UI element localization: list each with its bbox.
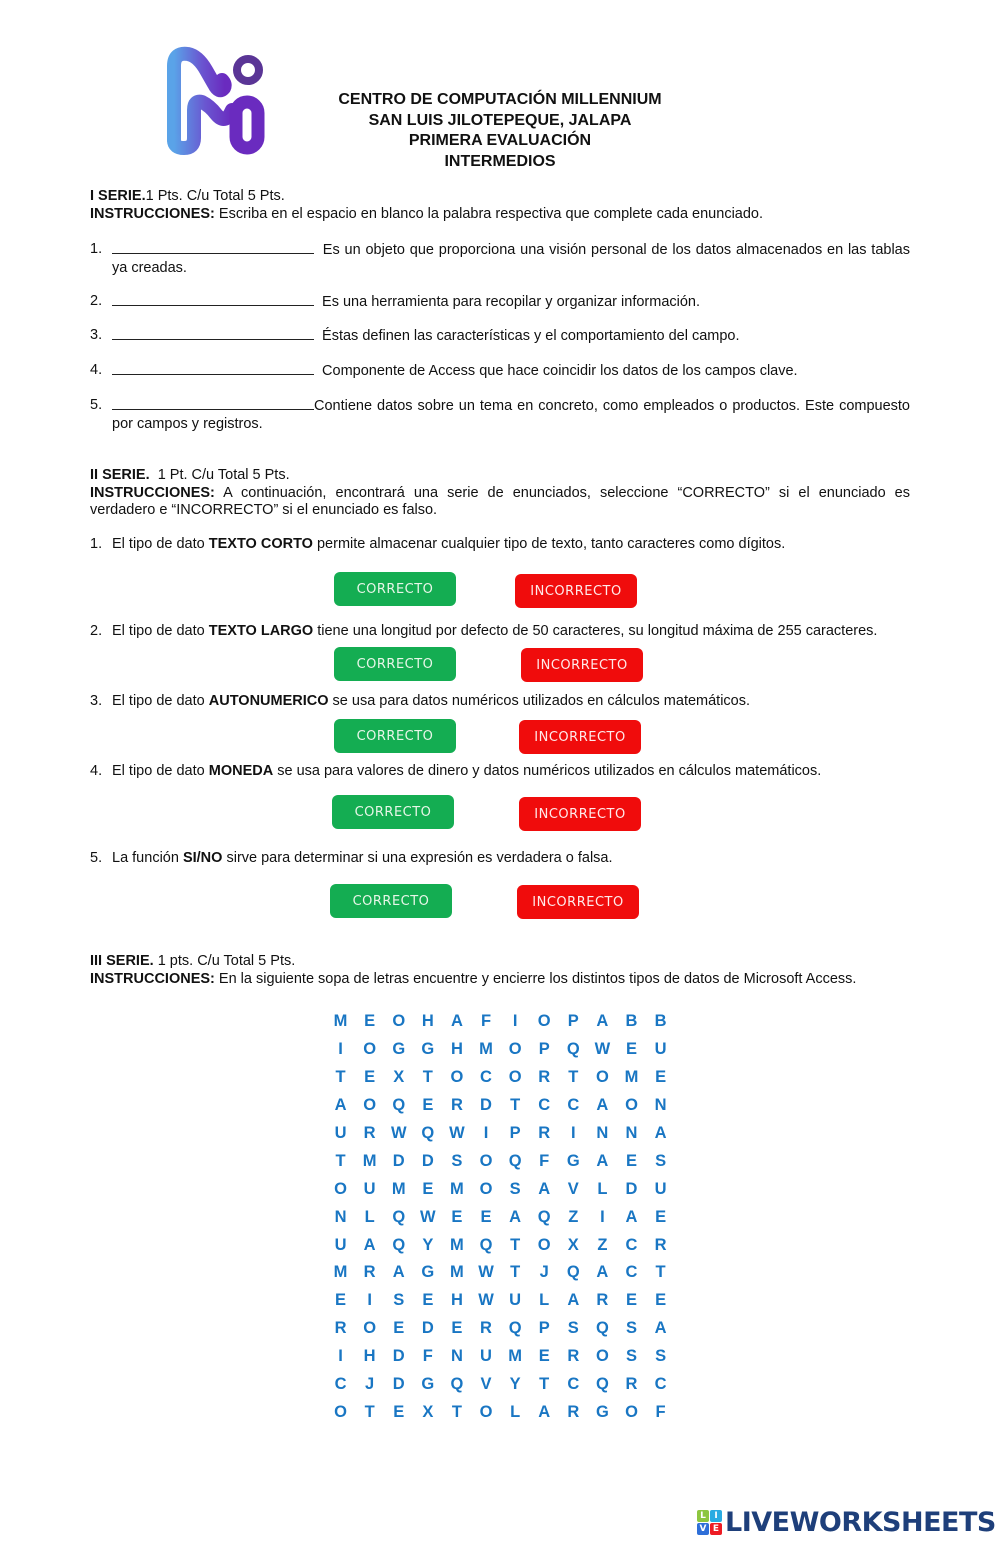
grid-letter[interactable]: O bbox=[363, 1096, 377, 1115]
grid-letter[interactable]: O bbox=[363, 1040, 377, 1059]
grid-letter[interactable]: Z bbox=[568, 1207, 579, 1226]
grid-letter[interactable]: Q bbox=[566, 1040, 580, 1059]
item-text: Éstas definen las características y el comportamiento del campo. bbox=[318, 328, 740, 344]
grid-letter[interactable]: A bbox=[596, 1263, 609, 1282]
grid-letter[interactable]: S bbox=[625, 1347, 637, 1366]
grid-letter[interactable]: E bbox=[451, 1319, 463, 1338]
grid-letter[interactable]: I bbox=[512, 1012, 518, 1031]
button-label: CORRECTO bbox=[356, 581, 434, 597]
grid-letter[interactable]: G bbox=[421, 1040, 435, 1059]
live-badge-icon bbox=[697, 1510, 722, 1535]
serie3-points: 1 pts. C/u Total 5 Pts. bbox=[153, 953, 296, 969]
grid-letter[interactable]: D bbox=[625, 1179, 638, 1198]
serie2-item-3 bbox=[90, 693, 910, 711]
grid-letter[interactable]: R bbox=[538, 1124, 551, 1142]
grid-letter[interactable]: E bbox=[625, 1151, 637, 1170]
grid-letter[interactable]: Q bbox=[392, 1207, 406, 1226]
item-text-bold: AUTONUMERICO bbox=[208, 693, 329, 709]
grid-letter[interactable]: U bbox=[363, 1179, 376, 1198]
grid-letter[interactable]: E bbox=[364, 1012, 376, 1031]
grid-letter[interactable]: D bbox=[421, 1151, 434, 1170]
grid-letter[interactable]: O bbox=[508, 1068, 522, 1087]
grid-letter[interactable]: I bbox=[367, 1291, 372, 1310]
serie1-item-1 bbox=[90, 241, 910, 277]
grid-letter[interactable]: O bbox=[450, 1068, 464, 1087]
header-line-location: SAN LUIS JILOTEPEQUE, JALAPA bbox=[368, 111, 632, 129]
grid-row bbox=[326, 1371, 676, 1399]
item-text-pre: El tipo de dato bbox=[112, 763, 209, 779]
grid-letter[interactable]: L bbox=[364, 1207, 375, 1226]
grid-row bbox=[326, 1036, 676, 1064]
grid-letter[interactable]: P bbox=[509, 1124, 521, 1142]
serie1-item-3 bbox=[90, 327, 910, 346]
grid-letter[interactable]: B bbox=[625, 1012, 638, 1031]
grid-letter[interactable]: O bbox=[595, 1347, 609, 1366]
serie3-header bbox=[90, 953, 910, 988]
grid-letter[interactable]: O bbox=[479, 1179, 493, 1198]
grid-letter[interactable]: S bbox=[655, 1151, 667, 1170]
grid-letter[interactable]: V bbox=[480, 1375, 492, 1394]
grid-letter[interactable]: A bbox=[392, 1263, 405, 1282]
grid-letter[interactable]: A bbox=[654, 1124, 667, 1142]
serie2-instr-text: A continuación, encontrará una serie de enunciados, seleccione “CORRECTO” si el enunciado es verdadero e “INCORRECTO” si el enunciado es falso. bbox=[90, 484, 910, 518]
serie2-item-2 bbox=[90, 623, 910, 641]
grid-letter[interactable]: O bbox=[537, 1235, 551, 1254]
grid-letter[interactable]: U bbox=[334, 1235, 347, 1254]
grid-letter[interactable]: J bbox=[539, 1263, 549, 1282]
grid-letter[interactable]: U bbox=[509, 1291, 522, 1310]
grid-letter[interactable]: O bbox=[334, 1402, 347, 1421]
grid-letter[interactable]: U bbox=[654, 1040, 667, 1059]
grid-letter[interactable]: F bbox=[539, 1151, 550, 1170]
grid-letter[interactable]: E bbox=[625, 1040, 637, 1059]
grid-letter[interactable]: R bbox=[450, 1096, 463, 1115]
grid-letter[interactable]: D bbox=[392, 1347, 405, 1366]
grid-row bbox=[326, 1175, 676, 1203]
grid-letter[interactable]: F bbox=[480, 1012, 492, 1031]
grid-letter[interactable]: A bbox=[450, 1012, 463, 1031]
grid-letter[interactable]: I bbox=[571, 1124, 576, 1142]
grid-letter[interactable]: H bbox=[421, 1012, 434, 1031]
item-number: 2. bbox=[90, 623, 103, 639]
grid-letter[interactable]: S bbox=[625, 1319, 637, 1338]
correct-button-2[interactable] bbox=[334, 647, 456, 681]
grid-letter[interactable]: R bbox=[654, 1235, 667, 1254]
grid-letter[interactable]: E bbox=[451, 1207, 463, 1226]
grid-letter[interactable]: M bbox=[624, 1068, 639, 1087]
grid-letter[interactable]: E bbox=[655, 1291, 667, 1310]
button-label: INCORRECTO bbox=[530, 583, 622, 599]
button-label: INCORRECTO bbox=[536, 657, 628, 673]
serie1-header bbox=[90, 188, 910, 223]
button-label: INCORRECTO bbox=[532, 894, 624, 910]
grid-letter[interactable]: Q bbox=[392, 1096, 406, 1115]
item-number: 1. bbox=[90, 241, 103, 257]
grid-letter[interactable]: I bbox=[483, 1124, 489, 1142]
badge-letter: E bbox=[710, 1523, 722, 1535]
item-text-post: permite almacenar cualquier tipo de texto, tanto caracteres como dígitos. bbox=[312, 536, 786, 552]
grid-letter[interactable]: A bbox=[596, 1096, 609, 1115]
item-text-post: sirve para determinar si una expresión es verdadera o falsa. bbox=[222, 850, 613, 866]
grid-letter[interactable]: O bbox=[392, 1012, 406, 1031]
button-label: INCORRECTO bbox=[534, 806, 626, 822]
grid-letter[interactable]: A bbox=[509, 1207, 522, 1226]
serie1-title: I SERIE. bbox=[90, 188, 146, 204]
answer-blank-1[interactable] bbox=[112, 241, 314, 254]
grid-letter[interactable]: E bbox=[335, 1291, 347, 1310]
grid-letter[interactable]: Y bbox=[509, 1375, 521, 1394]
grid-letter[interactable]: D bbox=[392, 1375, 405, 1394]
button-label: CORRECTO bbox=[354, 804, 432, 820]
grid-letter[interactable]: T bbox=[539, 1375, 550, 1394]
grid-row bbox=[326, 1092, 676, 1120]
header-line-school: CENTRO DE COMPUTACIÓN MILLENNIUM bbox=[338, 91, 662, 108]
grid-letter[interactable]: T bbox=[451, 1402, 462, 1421]
grid-letter[interactable]: Q bbox=[595, 1375, 609, 1394]
serie1-item-5 bbox=[90, 397, 910, 433]
grid-row bbox=[326, 1008, 676, 1036]
grid-letter[interactable]: A bbox=[334, 1096, 347, 1115]
grid-letter[interactable]: E bbox=[393, 1402, 405, 1421]
grid-row bbox=[326, 1398, 676, 1426]
grid-letter[interactable]: C bbox=[625, 1235, 638, 1254]
grid-letter[interactable]: Z bbox=[597, 1235, 608, 1254]
grid-letter[interactable]: U bbox=[334, 1124, 347, 1142]
correct-button-1[interactable] bbox=[334, 572, 456, 606]
item-text: Es un objeto que proporciona una visión personal de los datos almacenados en las tablas ya creadas. bbox=[112, 242, 910, 276]
grid-letter[interactable]: S bbox=[393, 1291, 405, 1310]
grid-letter[interactable]: A bbox=[363, 1235, 376, 1254]
grid-letter[interactable]: N bbox=[654, 1096, 667, 1115]
serie1-instr-label: INSTRUCCIONES: bbox=[90, 205, 215, 222]
grid-letter[interactable]: T bbox=[364, 1402, 375, 1421]
grid-row bbox=[326, 1231, 676, 1259]
item-text-bold: TEXTO CORTO bbox=[208, 536, 313, 552]
item-text: Componente de Access que hace coincidir los datos de los campos clave. bbox=[318, 363, 798, 379]
grid-letter[interactable]: T bbox=[510, 1096, 521, 1115]
grid-letter[interactable]: Q bbox=[421, 1124, 435, 1142]
incorrect-button-4[interactable] bbox=[519, 797, 641, 831]
grid-row bbox=[326, 1203, 676, 1231]
grid-letter[interactable]: U bbox=[480, 1347, 492, 1366]
incorrect-button-1[interactable] bbox=[515, 574, 637, 608]
grid-letter[interactable]: M bbox=[450, 1263, 464, 1282]
serie1-item-4 bbox=[90, 362, 910, 381]
item-number: 3. bbox=[90, 327, 103, 343]
grid-letter[interactable]: E bbox=[655, 1207, 667, 1226]
grid-letter[interactable]: M bbox=[333, 1012, 348, 1031]
item-number: 5. bbox=[90, 397, 103, 413]
grid-letter[interactable]: A bbox=[625, 1207, 638, 1226]
grid-letter[interactable]: C bbox=[480, 1068, 492, 1087]
correct-button-5[interactable] bbox=[330, 884, 452, 918]
incorrect-button-5[interactable] bbox=[517, 885, 639, 919]
grid-row bbox=[326, 1287, 676, 1315]
grid-letter[interactable]: D bbox=[421, 1319, 434, 1338]
grid-letter[interactable]: W bbox=[420, 1207, 436, 1226]
grid-letter[interactable]: N bbox=[450, 1347, 463, 1366]
header-line-level: INTERMEDIOS bbox=[444, 152, 556, 170]
grid-letter[interactable]: T bbox=[510, 1235, 521, 1254]
grid-letter[interactable]: R bbox=[596, 1291, 609, 1310]
grid-letter[interactable]: C bbox=[654, 1375, 667, 1394]
incorrect-button-3[interactable] bbox=[519, 720, 641, 754]
grid-letter[interactable]: L bbox=[597, 1179, 608, 1198]
grid-letter[interactable]: R bbox=[538, 1068, 551, 1087]
grid-letter[interactable]: A bbox=[538, 1402, 551, 1421]
grid-row bbox=[326, 1315, 676, 1343]
grid-letter[interactable]: H bbox=[450, 1040, 463, 1059]
grid-letter[interactable]: T bbox=[335, 1151, 346, 1170]
grid-letter[interactable]: W bbox=[478, 1291, 494, 1310]
badge-letter: L bbox=[697, 1510, 709, 1522]
grid-letter[interactable]: A bbox=[538, 1179, 551, 1198]
grid-letter[interactable]: I bbox=[338, 1040, 343, 1059]
grid-letter[interactable]: M bbox=[333, 1263, 348, 1282]
button-label: INCORRECTO bbox=[534, 729, 626, 745]
serie2-instr-label: INSTRUCCIONES: bbox=[90, 484, 215, 501]
grid-letter[interactable]: P bbox=[567, 1012, 579, 1031]
grid-letter[interactable]: G bbox=[595, 1402, 609, 1421]
grid-letter[interactable]: O bbox=[508, 1040, 522, 1059]
grid-letter[interactable]: V bbox=[567, 1179, 579, 1198]
grid-row bbox=[326, 1259, 676, 1287]
grid-letter[interactable]: P bbox=[538, 1040, 550, 1059]
grid-letter[interactable]: Q bbox=[479, 1235, 493, 1254]
serie1-points: 1 Pts. C/u Total 5 Pts. bbox=[145, 188, 285, 204]
grid-letter[interactable]: E bbox=[393, 1319, 405, 1338]
grid-letter[interactable]: A bbox=[567, 1291, 580, 1310]
item-number: 5. bbox=[90, 850, 103, 866]
correct-button-3[interactable] bbox=[334, 719, 456, 753]
item-number: 3. bbox=[90, 693, 103, 709]
grid-letter[interactable]: A bbox=[596, 1151, 609, 1170]
button-label: CORRECTO bbox=[352, 893, 430, 909]
grid-letter[interactable]: N bbox=[625, 1124, 638, 1142]
grid-letter[interactable]: A bbox=[654, 1319, 667, 1338]
grid-row bbox=[326, 1064, 676, 1092]
grid-letter[interactable]: Q bbox=[537, 1207, 551, 1226]
grid-letter[interactable]: E bbox=[364, 1068, 376, 1087]
button-label: CORRECTO bbox=[356, 656, 434, 672]
item-number: 2. bbox=[90, 293, 103, 309]
item-text-pre: El tipo de dato bbox=[112, 536, 209, 552]
document-header bbox=[220, 90, 780, 172]
serie3-instr-label: INSTRUCCIONES: bbox=[90, 970, 215, 987]
grid-letter[interactable]: M bbox=[479, 1040, 493, 1059]
serie2-item-5 bbox=[90, 850, 910, 868]
grid-letter[interactable]: O bbox=[479, 1402, 493, 1421]
item-text-post: se usa para valores de dinero y datos numéricos utilizados en cálculos matemáticos. bbox=[273, 763, 822, 779]
grid-letter[interactable]: O bbox=[625, 1402, 638, 1421]
item-number: 1. bbox=[90, 536, 103, 552]
grid-letter[interactable]: O bbox=[625, 1096, 638, 1115]
grid-letter[interactable]: D bbox=[480, 1096, 492, 1115]
grid-letter[interactable]: E bbox=[655, 1068, 667, 1087]
grid-letter[interactable]: S bbox=[451, 1151, 463, 1170]
grid-row bbox=[326, 1343, 676, 1371]
grid-letter[interactable]: R bbox=[334, 1319, 347, 1338]
grid-letter[interactable]: O bbox=[479, 1151, 493, 1170]
serie2-title: II SERIE. bbox=[90, 467, 150, 483]
grid-letter[interactable]: E bbox=[538, 1347, 550, 1366]
answer-blank-5[interactable] bbox=[112, 397, 314, 410]
grid-letter[interactable]: G bbox=[392, 1040, 406, 1059]
grid-letter[interactable]: L bbox=[539, 1291, 550, 1310]
grid-letter[interactable]: E bbox=[422, 1291, 434, 1310]
grid-letter[interactable]: A bbox=[596, 1012, 609, 1031]
grid-letter[interactable]: T bbox=[422, 1068, 433, 1087]
grid-letter[interactable]: P bbox=[538, 1319, 550, 1338]
grid-letter[interactable]: N bbox=[334, 1207, 347, 1226]
grid-letter[interactable]: G bbox=[421, 1263, 435, 1282]
item-text: Contiene datos sobre un tema en concreto, como empleados o productos. Este compuesto por campos y registros. bbox=[112, 398, 910, 432]
badge-letter: V bbox=[697, 1523, 709, 1535]
item-text-pre: El tipo de dato bbox=[112, 693, 209, 709]
answer-blank-4[interactable] bbox=[112, 362, 314, 375]
serie2-item-4 bbox=[90, 763, 910, 781]
grid-letter[interactable]: S bbox=[509, 1179, 521, 1198]
grid-letter[interactable]: T bbox=[568, 1068, 579, 1087]
grid-letter[interactable]: Q bbox=[508, 1151, 522, 1170]
item-number: 4. bbox=[90, 763, 103, 779]
grid-letter[interactable]: C bbox=[625, 1263, 638, 1282]
grid-letter[interactable]: M bbox=[450, 1235, 464, 1254]
grid-letter[interactable]: W bbox=[449, 1124, 465, 1142]
badge-letter: I bbox=[710, 1510, 722, 1522]
item-text-pre: La función bbox=[112, 850, 183, 866]
grid-letter[interactable]: D bbox=[392, 1151, 405, 1170]
grid-letter[interactable]: Q bbox=[595, 1319, 609, 1338]
grid-letter[interactable]: T bbox=[335, 1068, 346, 1087]
grid-letter[interactable]: N bbox=[596, 1124, 609, 1142]
answer-blank-2[interactable] bbox=[112, 293, 314, 306]
grid-letter[interactable]: Q bbox=[566, 1263, 580, 1282]
brand-name: LIVEWORKSHEETS bbox=[725, 1506, 996, 1538]
serie3-instr-text: En la siguiente sopa de letras encuentre y encierre los distintos tipos de datos de Microsoft Access. bbox=[214, 970, 857, 987]
grid-letter[interactable]: O bbox=[363, 1319, 377, 1338]
header-line-evaluation: PRIMERA EVALUACIÓN bbox=[408, 132, 592, 149]
grid-letter[interactable]: S bbox=[567, 1319, 579, 1338]
answer-blank-3[interactable] bbox=[112, 327, 314, 340]
grid-letter[interactable]: G bbox=[421, 1375, 435, 1394]
grid-letter[interactable]: S bbox=[655, 1347, 667, 1366]
serie3-title: III SERIE. bbox=[90, 953, 154, 969]
item-text: Es una herramienta para recopilar y organizar información. bbox=[318, 294, 701, 310]
grid-letter[interactable]: W bbox=[594, 1040, 611, 1059]
grid-letter[interactable]: M bbox=[362, 1151, 377, 1170]
grid-letter[interactable]: U bbox=[654, 1179, 667, 1198]
grid-letter[interactable]: R bbox=[363, 1263, 376, 1282]
grid-letter[interactable]: O bbox=[595, 1068, 609, 1087]
liveworksheets-logo bbox=[697, 1506, 996, 1538]
grid-letter[interactable]: I bbox=[600, 1207, 605, 1226]
serie2-item-1 bbox=[90, 536, 910, 554]
item-text-bold: MONEDA bbox=[208, 763, 274, 779]
grid-letter[interactable]: T bbox=[655, 1263, 666, 1282]
grid-letter[interactable]: O bbox=[334, 1179, 347, 1198]
grid-letter[interactable]: B bbox=[654, 1012, 667, 1031]
correct-button-4[interactable] bbox=[332, 795, 454, 829]
item-text-post: tiene una longitud por defecto de 50 caracteres, su longitud máxima de 255 caracteres. bbox=[313, 623, 878, 639]
grid-letter[interactable]: M bbox=[450, 1179, 464, 1198]
serie2-points: 1 Pt. C/u Total 5 Pts. bbox=[149, 467, 290, 483]
grid-letter[interactable]: L bbox=[510, 1402, 521, 1421]
grid-letter[interactable]: R bbox=[363, 1124, 376, 1142]
grid-letter[interactable]: R bbox=[567, 1347, 580, 1366]
grid-letter[interactable]: Q bbox=[392, 1235, 406, 1254]
grid-letter[interactable]: W bbox=[390, 1124, 407, 1142]
grid-letter[interactable]: F bbox=[655, 1402, 666, 1421]
grid-letter[interactable]: F bbox=[422, 1347, 433, 1366]
grid-letter[interactable]: X bbox=[567, 1235, 579, 1254]
grid-row bbox=[326, 1147, 676, 1175]
serie2-header bbox=[90, 467, 910, 520]
button-label: CORRECTO bbox=[356, 728, 434, 744]
grid-letter[interactable]: E bbox=[422, 1179, 434, 1198]
grid-letter[interactable]: Q bbox=[508, 1319, 522, 1338]
grid-letter[interactable]: Y bbox=[422, 1235, 434, 1254]
grid-letter[interactable]: G bbox=[566, 1151, 580, 1170]
grid-letter[interactable]: Q bbox=[450, 1375, 464, 1394]
grid-letter[interactable]: I bbox=[338, 1347, 343, 1366]
grid-letter[interactable]: O bbox=[537, 1012, 551, 1031]
grid-letter[interactable]: H bbox=[450, 1291, 463, 1310]
grid-letter[interactable]: C bbox=[567, 1096, 580, 1115]
grid-letter[interactable]: X bbox=[422, 1402, 434, 1421]
grid-letter[interactable]: C bbox=[334, 1375, 347, 1394]
grid-letter[interactable]: C bbox=[538, 1096, 551, 1115]
serie1-item-2 bbox=[90, 293, 910, 312]
grid-letter[interactable]: W bbox=[478, 1263, 494, 1282]
item-text-bold: TEXTO LARGO bbox=[208, 623, 314, 639]
grid-letter[interactable]: X bbox=[393, 1068, 405, 1087]
grid-letter[interactable]: J bbox=[365, 1375, 375, 1394]
item-text-post: se usa para datos numéricos utilizados en cálculos matemáticos. bbox=[328, 693, 751, 709]
grid-letter[interactable]: M bbox=[391, 1179, 406, 1198]
grid-letter[interactable]: R bbox=[567, 1402, 580, 1421]
grid-letter[interactable]: E bbox=[480, 1207, 492, 1226]
item-text-bold: SI/NO bbox=[182, 850, 223, 866]
grid-letter[interactable]: R bbox=[480, 1319, 492, 1338]
grid-letter[interactable]: R bbox=[625, 1375, 638, 1394]
item-text-pre: El tipo de dato bbox=[112, 623, 209, 639]
grid-letter[interactable]: M bbox=[508, 1347, 522, 1366]
grid-letter[interactable]: C bbox=[567, 1375, 580, 1394]
grid-letter[interactable]: E bbox=[625, 1291, 637, 1310]
serie1-instr-text: Escriba en el espacio en blanco la palabra respectiva que complete cada enunciado. bbox=[214, 205, 764, 222]
word-search-grid[interactable] bbox=[326, 1008, 676, 1426]
grid-letter[interactable]: E bbox=[422, 1096, 434, 1115]
incorrect-button-2[interactable] bbox=[521, 648, 643, 682]
grid-row bbox=[326, 1120, 676, 1148]
item-number: 4. bbox=[90, 362, 103, 378]
grid-letter[interactable]: T bbox=[510, 1263, 521, 1282]
grid-letter[interactable]: H bbox=[363, 1347, 376, 1366]
